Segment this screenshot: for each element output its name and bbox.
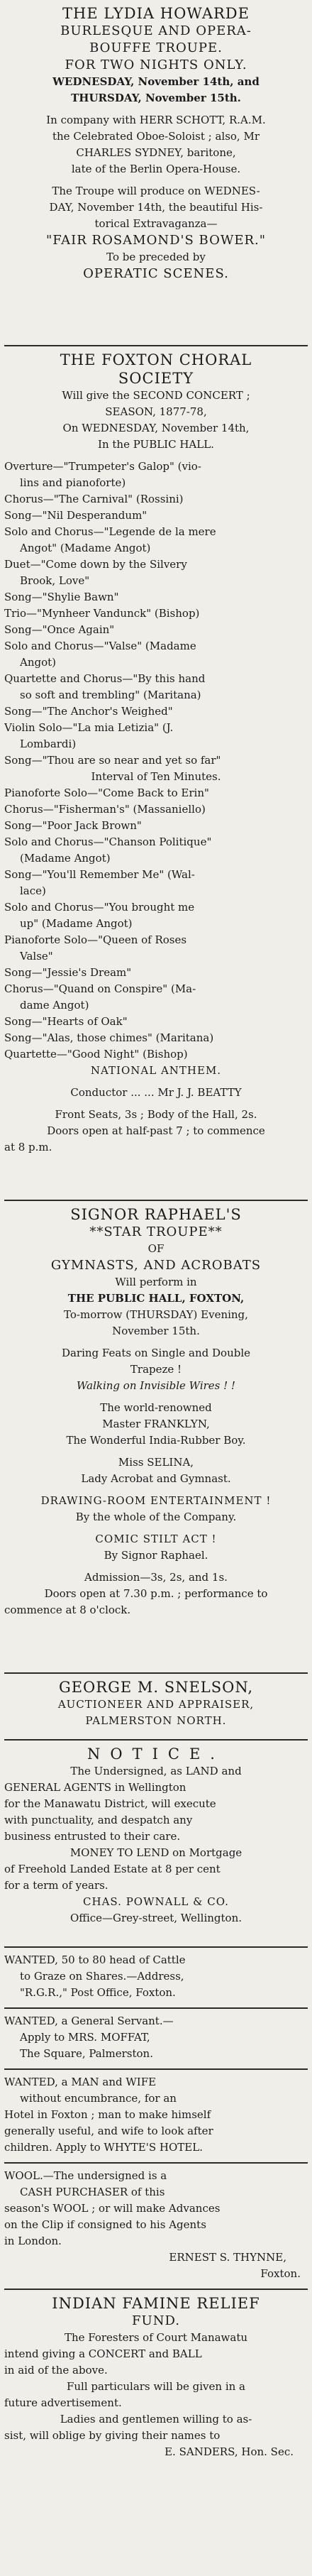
program-item: Song—"Jessie's Dream" (4, 966, 132, 979)
ad-text-line: In the PUBLIC HALL. (98, 438, 214, 451)
program-item: Song—"Shylie Bawn" (4, 591, 119, 603)
program-item: Chorus—"Fisherman's" (Massaniello) (4, 803, 206, 816)
ad-text-line: late of the Berlin Opera-House. (71, 163, 241, 175)
column-rule (4, 2162, 308, 2164)
program-item: so soft and trembling" (Maritana) (20, 689, 201, 701)
program-item: (Madame Angot) (20, 852, 111, 865)
ad-text-line: in London. (4, 2235, 62, 2247)
ad-text-line: for the Manawatu District, will execute (4, 1797, 216, 1810)
ad-signature: E. SANDERS, Hon. Sec. (165, 2445, 294, 2458)
column-rule (4, 2007, 308, 2009)
ad-wanted-man-and-wife (4, 2074, 308, 2156)
ad-text-line: Admission—3s, 2s, and 1s. (84, 1571, 228, 1584)
ad-text-line: WOOL.—The undersigned is a (4, 2169, 167, 2182)
column-rule (4, 1200, 308, 1201)
ad-text-line: The Troupe will produce on WEDNES- (52, 185, 260, 197)
program-item: Violin Solo—"La mia Letizia" (J. (4, 721, 174, 734)
ad-text-line: Office—Grey-street, Wellington. (69, 1912, 243, 1924)
ad-text-line: DRAWING-ROOM ENTERTAINMENT ! (40, 1494, 272, 1507)
ad-text-line: Master FRANKLYN, (102, 1418, 210, 1430)
ad-text-line: The Wonderful India-Rubber Boy. (66, 1434, 246, 1447)
ad-signor-raphael (4, 1205, 308, 1618)
program-item: Song—"Once Again" (4, 623, 115, 636)
program-item: Quartette and Chorus—"By this hand (4, 672, 206, 685)
ad-snelson (4, 1678, 308, 1729)
ad-text-line: Miss SELINA, (118, 1456, 194, 1469)
ad-text-line: "R.G.R.," Post Office, Foxton. (20, 1986, 176, 1999)
ad-heading: THE LYDIA HOWARDE (62, 5, 250, 22)
column-rule (4, 2289, 308, 2290)
program-item: Song—"Thou are so near and yet so far" (4, 754, 221, 767)
ad-text-line: for a term of years. (4, 1879, 108, 1892)
ad-text-line: OF (147, 1242, 165, 1255)
ad-text-line: on the Clip if consigned to his Agents (4, 2218, 206, 2231)
ad-text-line: Full particulars will be given in a (66, 2380, 245, 2393)
ad-text-line: season's WOOL ; or will make Advances (4, 2202, 221, 2215)
ad-text-line: WANTED, a General Servant.— (4, 2015, 174, 2027)
ad-text-line: Ladies and gentlemen willing to as- (60, 2413, 252, 2426)
ad-text-line: PALMERSTON NORTH. (85, 1714, 227, 1727)
ad-text-line: To be preceded by (106, 251, 206, 263)
program-item: Quartette—"Good Night" (Bishop) (4, 1048, 188, 1060)
program-item: Pianoforte Solo—"Queen of Roses (4, 933, 187, 946)
ad-heading: GYMNASTS, AND ACROBATS (50, 1258, 262, 1273)
ad-text-line: Trapeze ! (130, 1363, 182, 1376)
ad-text-line: In company with HERR SCHOTT, R.A.M. (46, 114, 266, 126)
ad-heading: SIGNOR RAPHAEL'S (70, 1206, 242, 1223)
column-rule (4, 1739, 308, 1741)
ad-foxton-choral-society (4, 351, 308, 1156)
ad-text-line: The world-renowned (100, 1401, 212, 1414)
program-item: Solo and Chorus—"Valse" (Madame (4, 640, 196, 652)
ad-text-line: at 8 p.m. (4, 1141, 52, 1153)
conductor-line: Conductor ... ... Mr J. J. BEATTY (70, 1086, 242, 1099)
ad-text-line: WANTED, a MAN and WIFE (4, 2076, 157, 2088)
ad-text-line: Walking on Invisible Wires ! ! (77, 1379, 235, 1392)
ad-text-line: of Freehold Landed Estate at 8 per cent (4, 1863, 221, 1875)
program-item: Chorus—"The Carnival" (Rossini) (4, 493, 184, 505)
interval-note: Interval of Ten Minutes. (91, 770, 221, 783)
column-rule (4, 1672, 308, 1674)
program-item: Duet—"Come down by the Silvery (4, 558, 187, 571)
ad-text-line: THE PUBLIC HALL, FOXTON, (67, 1292, 245, 1305)
ad-heading: **STAR TROUPE** (89, 1224, 223, 1239)
ad-text-line: Hotel in Foxton ; man to make himself (4, 2108, 211, 2121)
ad-subheading: FOR TWO NIGHTS ONLY. (65, 57, 247, 72)
ad-heading: SOCIETY (118, 370, 194, 387)
ad-text-line: By Signor Raphael. (104, 1549, 208, 1562)
program-item: Solo and Chorus—"Legende de la mere (4, 525, 216, 538)
ad-text-line: Foxton. (260, 2267, 301, 2280)
ad-text-line: November 15th. (112, 1325, 200, 1337)
program-item: Song—"Poor Jack Brown" (4, 819, 142, 832)
program-item: lins and pianoforte) (20, 476, 126, 489)
ad-text-line: with punctuality, and despatch any (4, 1814, 193, 1826)
ad-lydia-howarde (4, 4, 308, 283)
ad-text-line: Daring Feats on Single and Double (61, 1347, 251, 1359)
ad-text-line: AUCTIONEER AND APPRAISER, (57, 1698, 255, 1711)
program-item: Overture—"Trumpeter's Galop" (vio- (4, 460, 201, 473)
ad-wanted-servant (4, 2013, 308, 2062)
ad-text-line: WEDNESDAY, November 14th, and (52, 75, 260, 88)
program-item: Song—"You'll Remember Me" (Wal- (4, 868, 195, 881)
ad-signature: ERNEST S. THYNNE, (169, 2251, 286, 2264)
ad-wanted-cattle (4, 1952, 308, 2001)
program-item: Trio—"Mynheer Vandunck" (Bishop) (4, 607, 200, 620)
ad-text-line: Doors open at 7.30 p.m. ; performance to (44, 1587, 268, 1600)
ad-text-line: in aid of the above. (4, 2364, 108, 2377)
program-item: Solo and Chorus—"You brought me (4, 901, 195, 914)
program-item: dame Angot) (20, 999, 89, 1012)
program-item: Angot) (20, 656, 57, 669)
program-item: Lombardi) (20, 738, 77, 750)
ad-text-line: By the whole of the Company. (75, 1511, 237, 1523)
ad-text-line: torical Extravaganza— (94, 217, 218, 230)
ad-notice (4, 1745, 308, 1926)
ad-text-line: On WEDNESDAY, November 14th, (62, 422, 250, 434)
program-item: Brook, Love" (20, 574, 90, 587)
ad-text-line: Doors open at half-past 7 ; to commence (47, 1124, 265, 1137)
column-rule (4, 2068, 308, 2070)
ad-text-line: MONEY TO LEND on Mortgage (69, 1846, 243, 1859)
ad-text-line: to Graze on Shares.—Address, (20, 1970, 184, 1983)
ad-title: OPERATIC SCENES. (83, 266, 229, 281)
ad-text-line: future advertisement. (4, 2396, 122, 2409)
ad-heading: THE FOXTON CHORAL (60, 351, 252, 368)
ad-text-line: Lady Acrobat and Gymnast. (81, 1472, 231, 1485)
program-item: up" (Madame Angot) (20, 917, 133, 930)
ad-heading: INDIAN FAMINE RELIEF (52, 2295, 260, 2312)
ad-text-line: Will perform in (115, 1276, 197, 1288)
ad-text-line: the Celebrated Oboe-Soloist ; also, Mr (52, 130, 260, 143)
program-item: Solo and Chorus—"Chanson Politique" (4, 835, 212, 848)
ad-text-line: commence at 8 o'clock. (4, 1604, 131, 1616)
ad-text-line: The Square, Palmerston. (20, 2047, 153, 2060)
ad-wool (4, 2168, 308, 2282)
ad-text-line: business entrusted to their care. (4, 1830, 181, 1843)
column-rule (4, 1946, 308, 1948)
ad-heading: GEORGE M. SNELSON, (58, 1679, 254, 1696)
ad-text-line: sist, will oblige by giving their names to (4, 2429, 221, 2442)
ad-signature: CHAS. POWNALL & CO. (83, 1895, 229, 1908)
ad-text-line: children. Apply to WHYTE'S HOTEL. (4, 2141, 203, 2154)
ad-text-line: To-morrow (THURSDAY) Evening, (64, 1308, 248, 1321)
program-item: Angot" (Madame Angot) (20, 542, 151, 554)
ad-text-line: SEASON, 1877-78, (105, 405, 207, 418)
ad-heading: FUND. (132, 2313, 180, 2328)
ad-text-line: The Foresters of Court Manawatu (64, 2331, 248, 2344)
program-item: Chorus—"Quand on Conspire" (Ma- (4, 982, 196, 995)
ad-text-line: CHARLES SYDNEY, baritone, (76, 146, 236, 159)
ad-text-line: The Undersigned, as LAND and (70, 1765, 242, 1777)
column-rule (4, 345, 308, 346)
program-item: Valse" (20, 950, 53, 963)
ad-title: "FAIR ROSAMOND'S BOWER." (45, 233, 267, 248)
ad-text-line: without encumbrance, for an (20, 2092, 177, 2105)
ad-text-line: generally useful, and wife to look after (4, 2125, 213, 2137)
ad-text-line: THURSDAY, November 15th. (71, 92, 241, 104)
ad-text-line: DAY, November 14th, the beautiful His- (49, 201, 263, 214)
ad-heading: BOUFFE TROUPE. (89, 40, 223, 55)
ad-text-line: intend giving a CONCERT and BALL (4, 2347, 202, 2360)
ad-text-line: CASH PURCHASER of this (20, 2186, 165, 2198)
ad-text-line: WANTED, 50 to 80 head of Cattle (4, 1953, 186, 1966)
program-item: Song—"Hearts of Oak" (4, 1015, 128, 1028)
program-item: Song—"The Anchor's Weighed" (4, 705, 173, 718)
program-item: Song—"Nil Desperandum" (4, 509, 147, 522)
ad-heading: NOTICE. (87, 1745, 225, 1763)
ad-text-line: COMIC STILT ACT ! (95, 1533, 217, 1545)
ad-text-line: Will give the SECOND CONCERT ; (62, 389, 250, 402)
program-item: Song—"Alas, those chimes" (Maritana) (4, 1031, 214, 1044)
ad-text-line: GENERAL AGENTS in Wellington (4, 1781, 186, 1794)
ad-indian-famine-relief (4, 2294, 308, 2460)
national-anthem: NATIONAL ANTHEM. (90, 1064, 222, 1077)
ad-text-line: Front Seats, 3s ; Body of the Hall, 2s. (55, 1108, 257, 1121)
program-item: lace) (20, 884, 46, 897)
program-item: Pianoforte Solo—"Come Back to Erin" (4, 786, 209, 799)
ad-heading: BURLESQUE AND OPERA- (60, 23, 252, 38)
ad-text-line: Apply to MRS. MOFFAT, (20, 2031, 150, 2044)
